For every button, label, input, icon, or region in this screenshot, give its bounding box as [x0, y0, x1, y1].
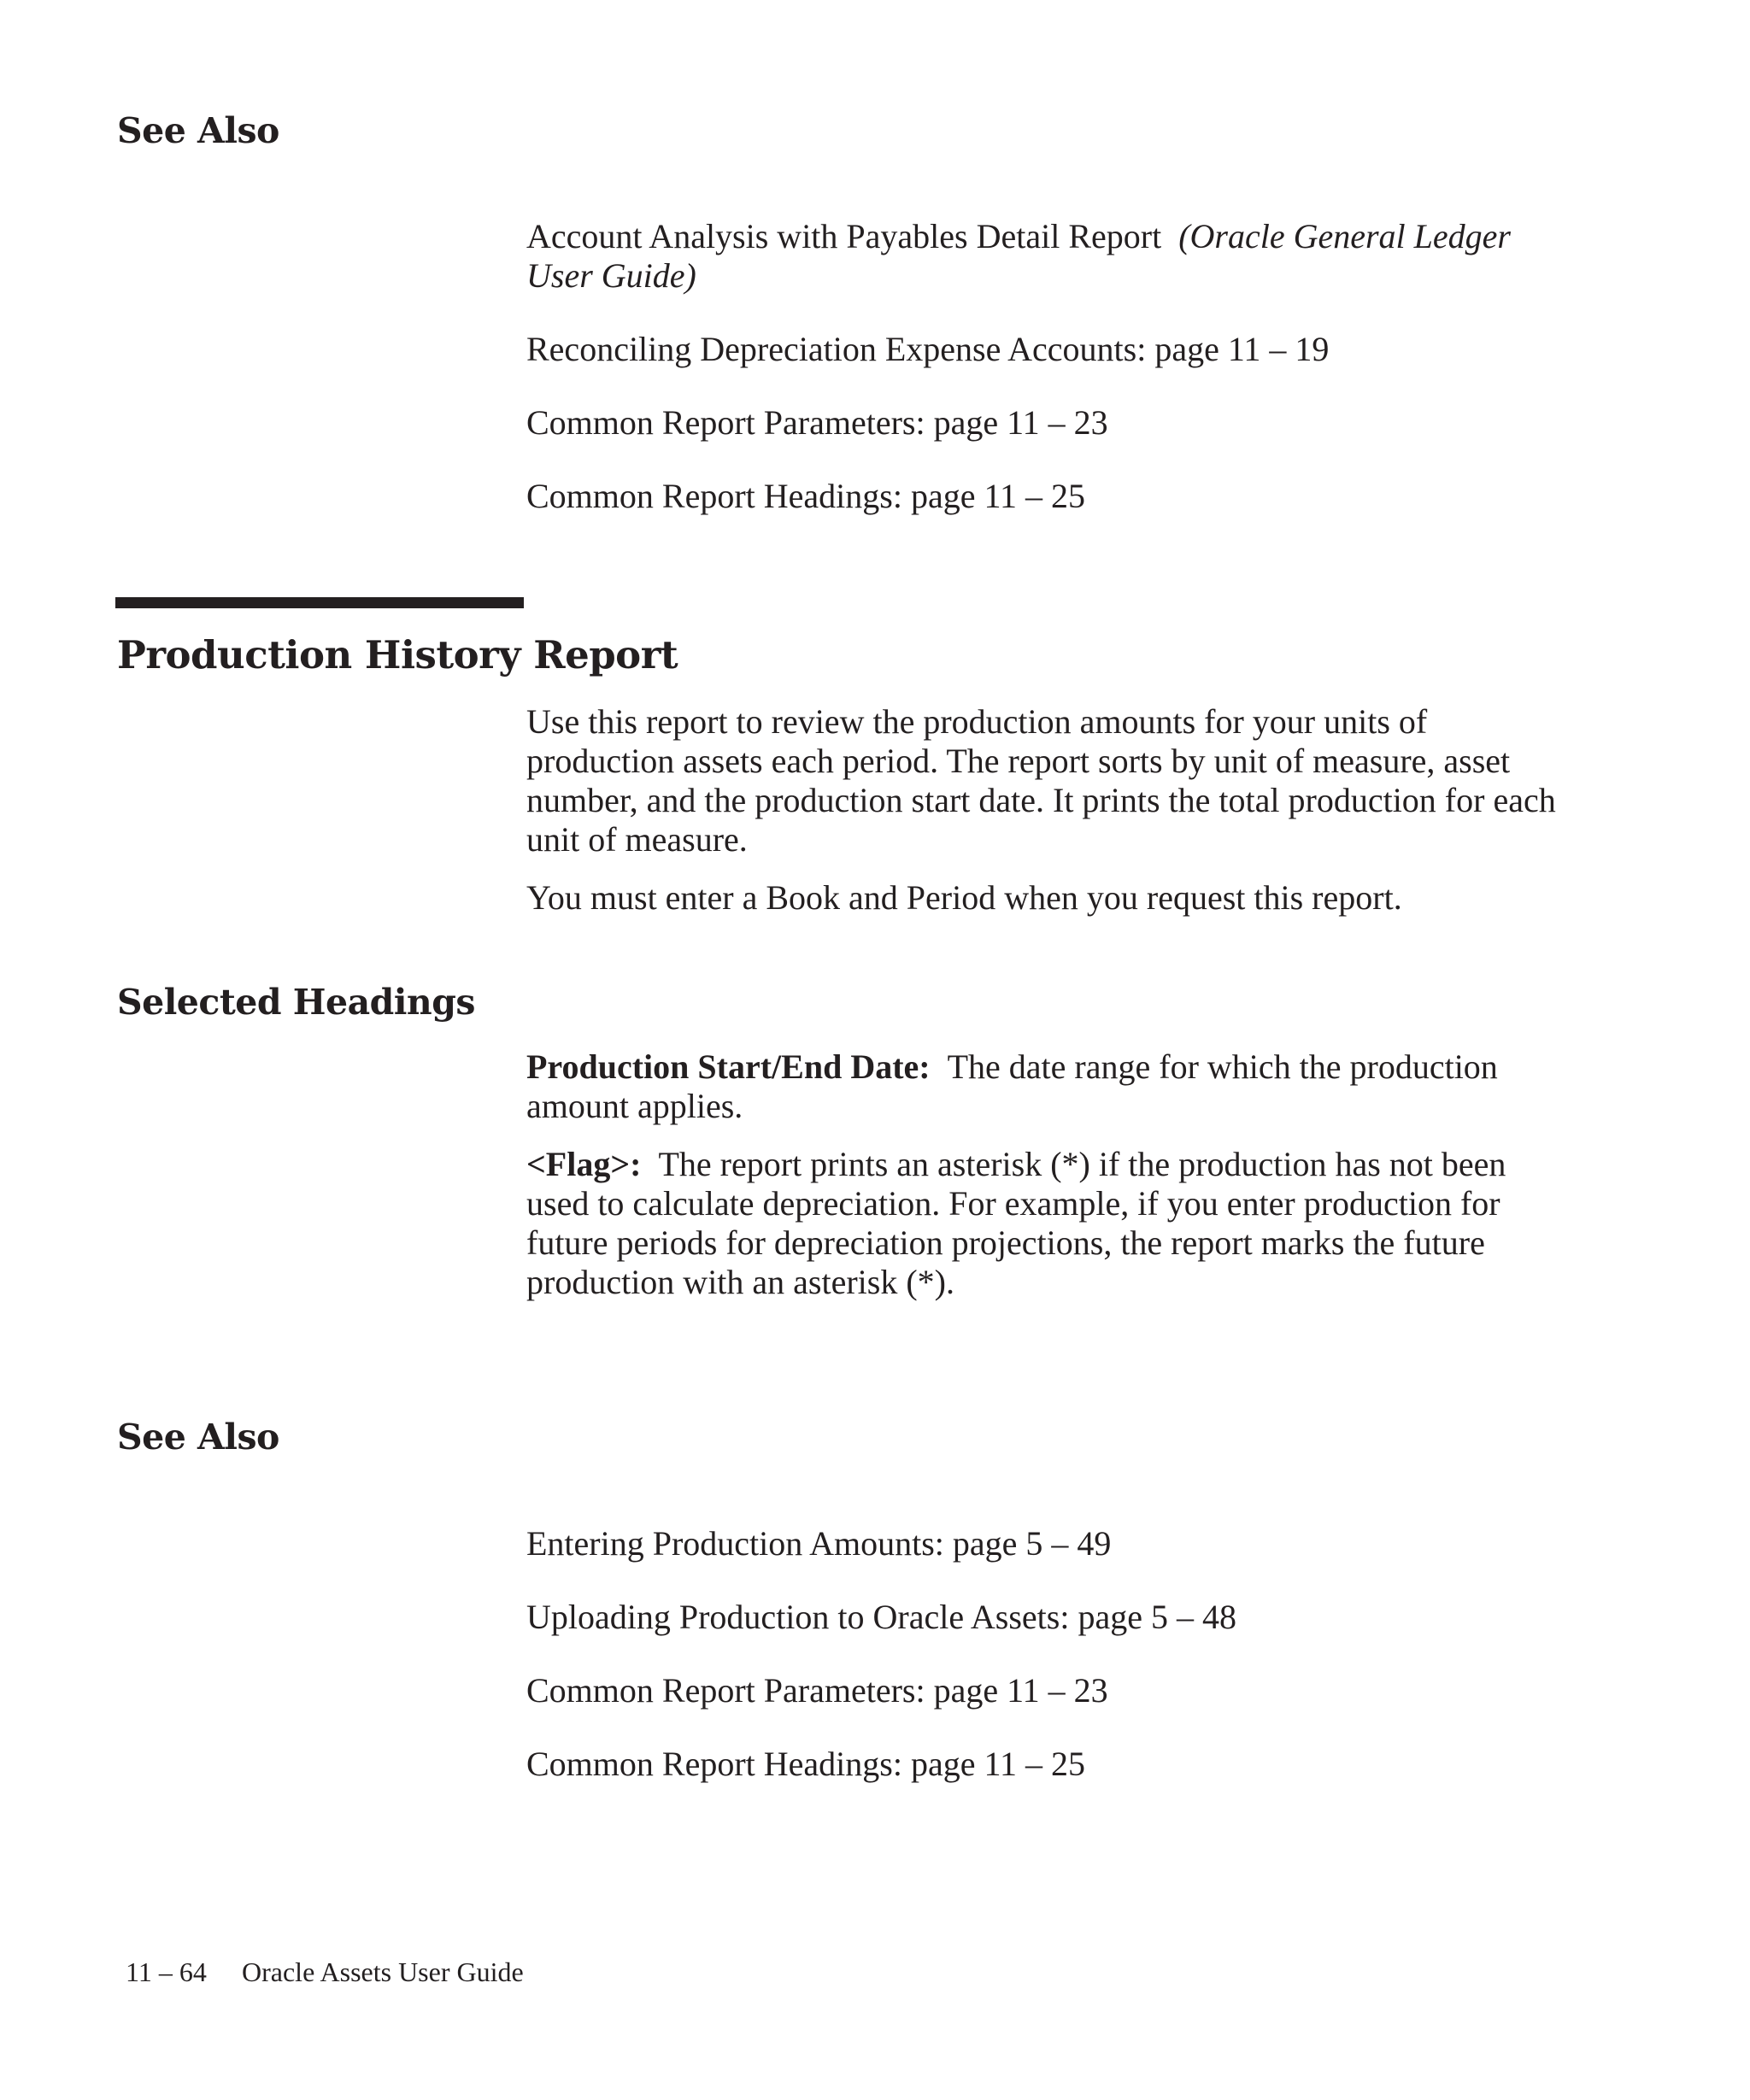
heading-description: The report prints an asterisk (*) if the production has not been used to calculate depreciation. For example, if you enter production for future periods for depreciation projections, the report marks the future production with an asterisk (*).	[526, 1145, 1506, 1301]
see-also-heading-1: See Also	[117, 110, 279, 151]
intro-paragraph: Use this report to review the production amounts for your units of production assets each period. The report sorts by unit of measure, asset number, and the production start date. It prints the total production for each unit of measure.	[526, 702, 1556, 859]
selected-headings-list	[526, 1047, 1569, 1302]
see-also-link-reconciling[interactable]: Reconciling Depreciation Expense Accounts: page 11 – 19	[526, 330, 1330, 368]
section-intro	[526, 702, 1569, 918]
section-rule	[115, 597, 524, 608]
intro-paragraph: You must enter a Book and Period when you request this report.	[526, 878, 1402, 917]
see-also-link-report-headings[interactable]: Common Report Headings: page 11 – 25	[526, 477, 1085, 515]
footer-page-number: 11 – 64	[126, 1956, 207, 1987]
selected-headings-heading: Selected Headings	[117, 982, 475, 1023]
see-also-link-account-analysis[interactable]	[526, 217, 1552, 296]
heading-definition	[526, 1047, 1569, 1126]
see-also-heading-2: See Also	[117, 1417, 279, 1458]
see-also-link-report-headings-2[interactable]: Common Report Headings: page 11 – 25	[526, 1745, 1085, 1783]
see-also-link-entering-production[interactable]: Entering Production Amounts: page 5 – 49	[526, 1524, 1112, 1563]
link-text: Account Analysis with Payables Detail Report	[526, 217, 1162, 255]
link-reference: (Oracle General Ledger User Guide)	[526, 217, 1511, 295]
see-also-link-report-parameters[interactable]: Common Report Parameters: page 11 – 23	[526, 403, 1108, 442]
see-also-link-uploading-production[interactable]: Uploading Production to Oracle Assets: page 5 – 48	[526, 1598, 1236, 1636]
heading-definition	[526, 1145, 1569, 1302]
see-also-link-report-parameters-2[interactable]: Common Report Parameters: page 11 – 23	[526, 1671, 1108, 1710]
footer-book-title: Oracle Assets User Guide	[242, 1956, 524, 1987]
section-title: Production History Report	[117, 632, 678, 678]
heading-term: <Flag>:	[526, 1145, 642, 1183]
heading-description: The date range for which the production amount applies.	[526, 1047, 1498, 1125]
heading-term: Production Start/End Date:	[526, 1047, 931, 1086]
